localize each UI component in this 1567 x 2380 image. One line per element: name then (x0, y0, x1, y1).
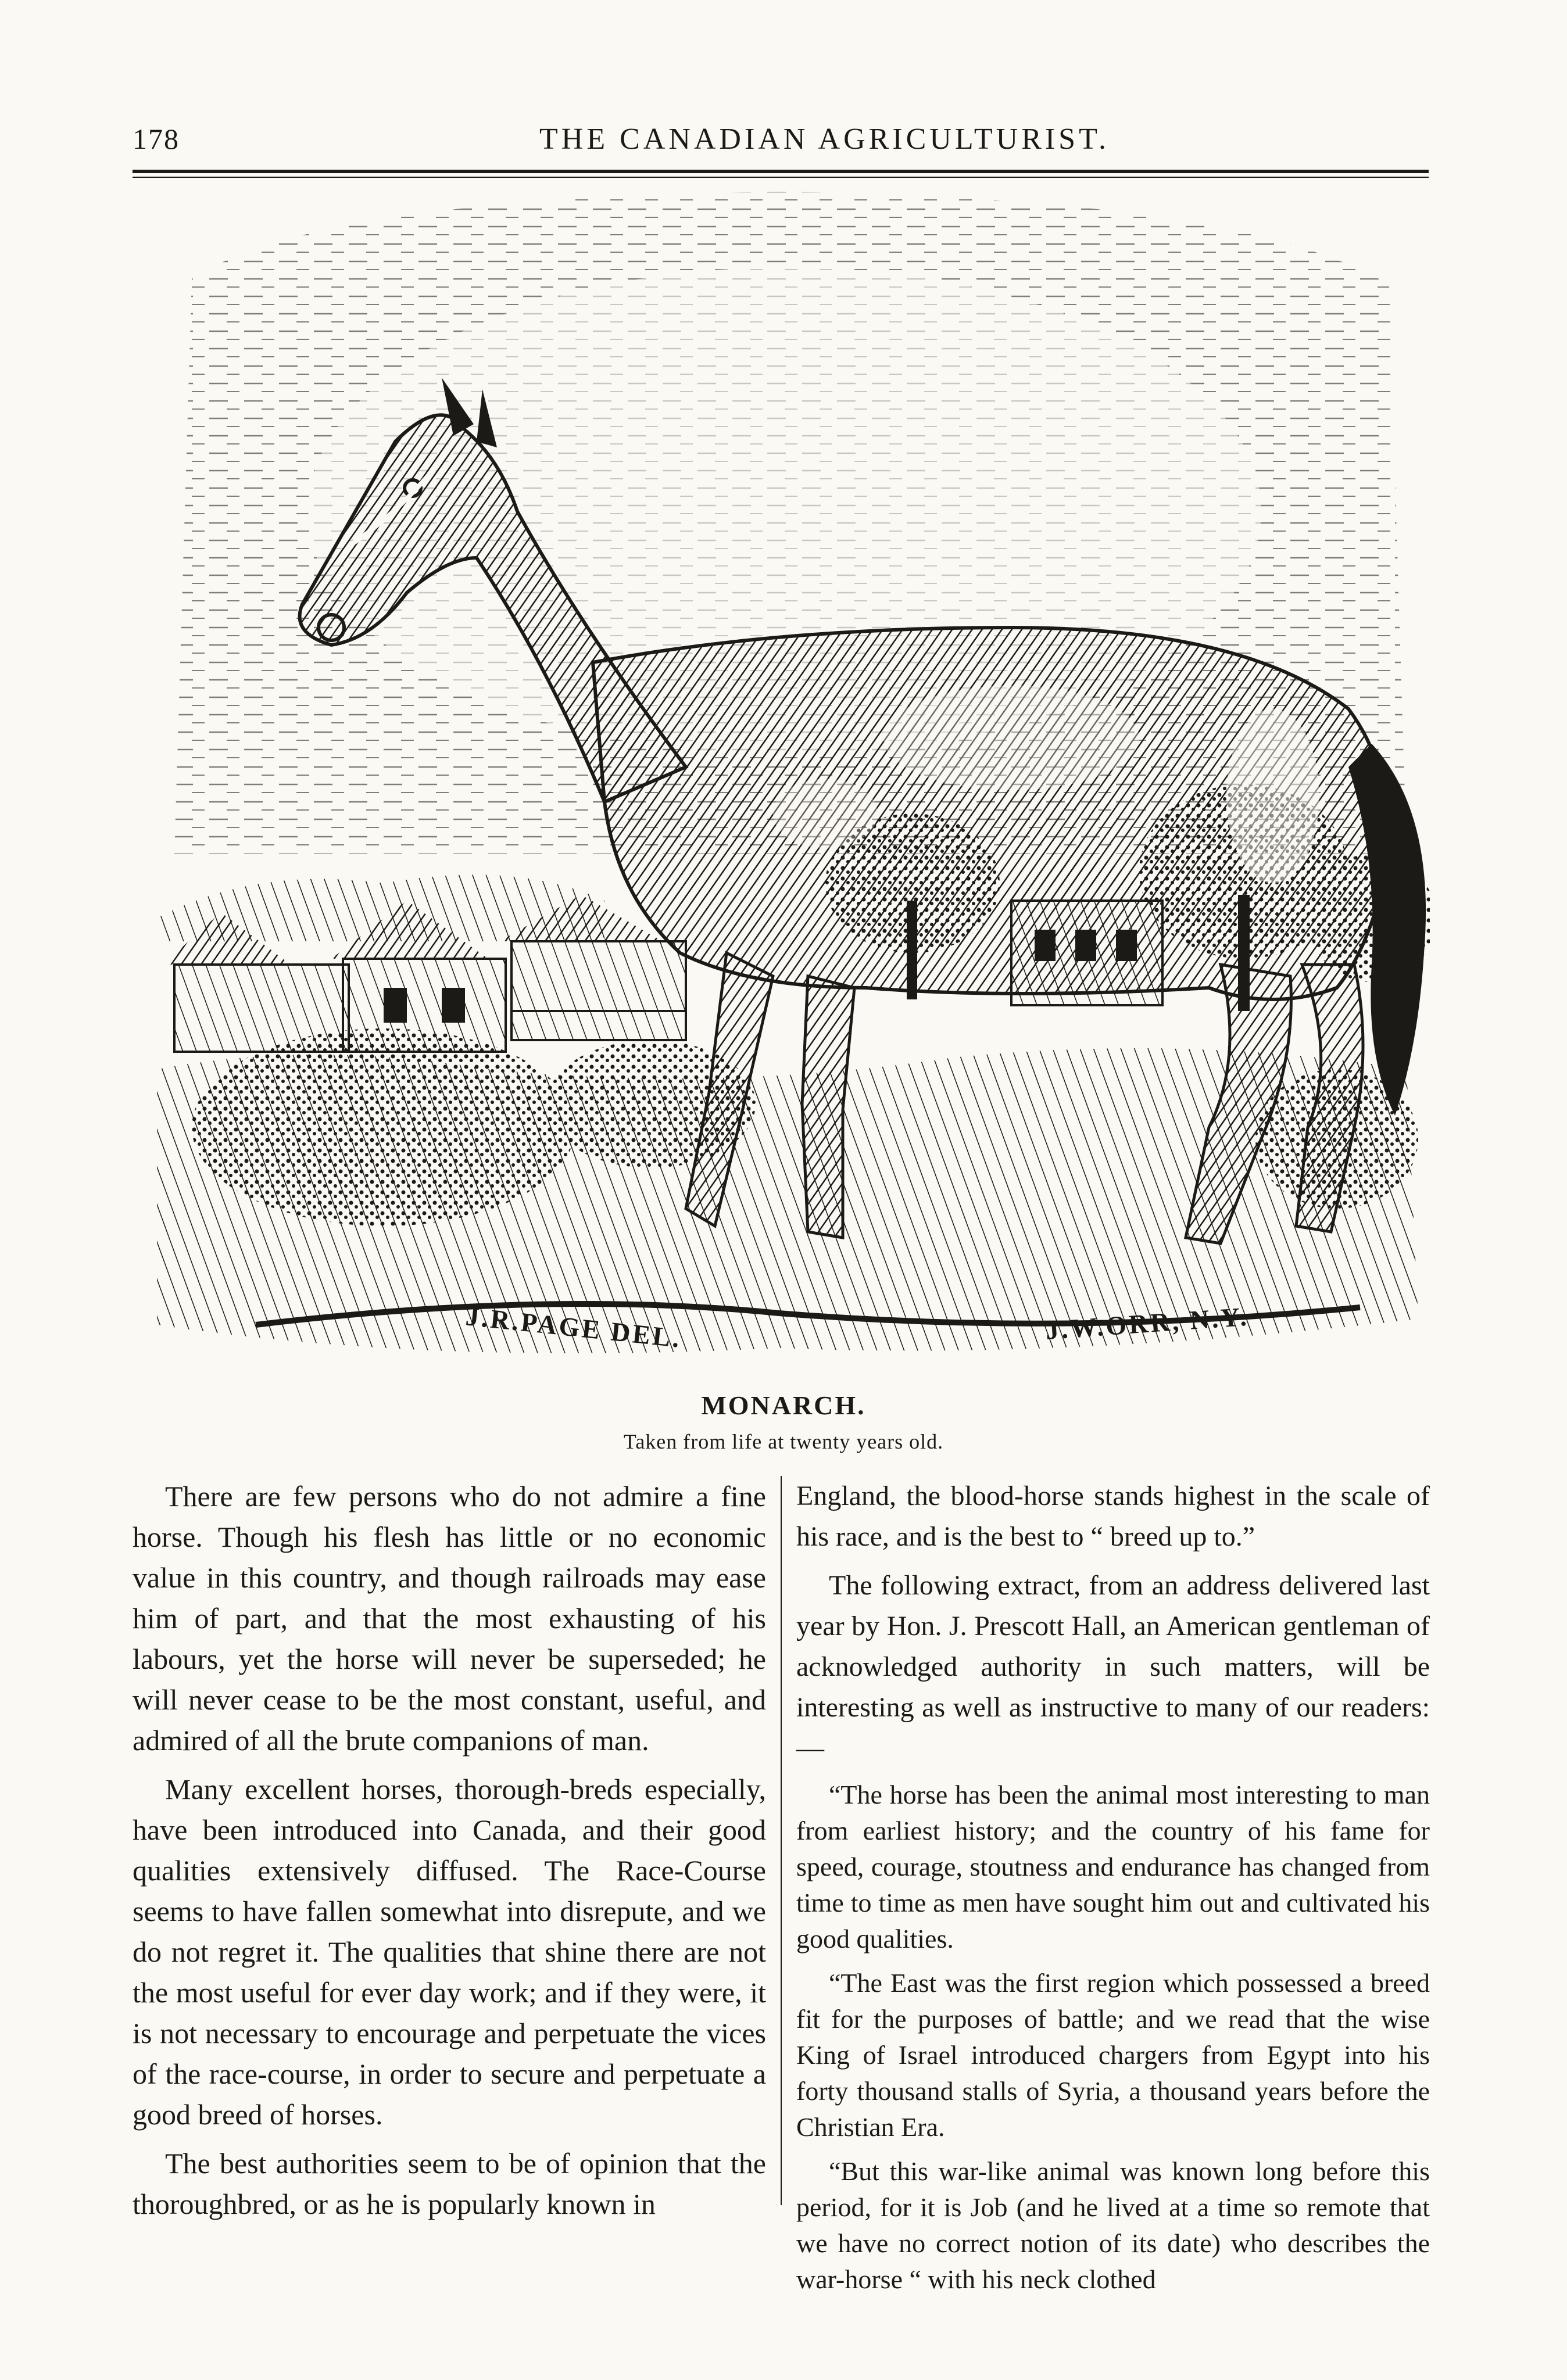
bush-left (192, 1028, 575, 1226)
running-header (133, 122, 1429, 163)
quoted-paragraph: “The East was the first region which possessed a breed fit for the purposes of battle; and we read that the wise King of Israel introduced chargers from Egypt into his forty thousand stalls of Syria, a thousand years before the Christian Era. (796, 1968, 1430, 2142)
paragraph: There are few persons who do not admire a fine horse. Though his flesh has little or no economic value in this country, and though railroads may ease him of part, and that the most exhausting of his labours, yet the horse will never be superseded; he will never cease to be the most constant, useful, and admired of all the brute companions of man. (133, 1480, 766, 1757)
paragraph: Many excellent horses, thorough-breds especially, have been introduced into Canada, and their good qualities extensively diffused. The Race-Course seems to have fallen somewhat into disrepute, and we do not regret it. The qualities that shine there are not the most useful for ever day work; and if they were, it is not necessary to encourage and perpetuate the vices of the race-course, in order to secure and perpetuate a good breed of horses. (133, 1773, 766, 2131)
quoted-paragraph: “But this war-like animal was known long before this period, for it is Job (and he lived at a time so remote that we have no correct notion of its date) who describes the war-horse “ with his neck clothed (796, 2156, 1430, 2294)
article-right-column (796, 1476, 1430, 2297)
quoted-paragraph: “The horse has been the animal most interesting to man from earliest history; and the country of his fame for speed, courage, stoutness and endurance has changed from time to time as men have sought him out and cultivated his good qualities. (796, 1780, 1430, 1954)
engraver-signature-left: J.R.PAGE DEL. (464, 1301, 684, 1353)
page-number: 178 (133, 123, 180, 155)
header-rule (133, 170, 1429, 173)
paragraph-continuation: England, the blood-horse stands highest in the scale of his race, and is the best to “ breed up to.” (796, 1481, 1430, 1552)
column-divider (781, 1476, 782, 2205)
illustration-caption-subtitle: Taken from life at twenty years old. (623, 1430, 944, 1453)
paragraph: The following extract, from an address delivered last year by Hon. J. Prescott Hall, an American gentleman of acknowledged authority in such matters, will be interesting as well as instructive to many of our readers:— (796, 1570, 1430, 1764)
engraving-svg (139, 186, 1430, 1383)
engraver-signature-right: J.W.ORR, N.Y. (1044, 1301, 1250, 1345)
horse-engraving (139, 186, 1430, 1383)
header-rule-thin (133, 177, 1429, 178)
article-left-column (133, 1476, 766, 2224)
illustration-caption-title: MONARCH. (701, 1390, 866, 1420)
journal-title: THE CANADIAN AGRICULTURIST. (539, 123, 1110, 156)
paragraph: The best authorities seem to be of opinion that the thoroughbred, or as he is popularly known in (133, 2147, 766, 2220)
